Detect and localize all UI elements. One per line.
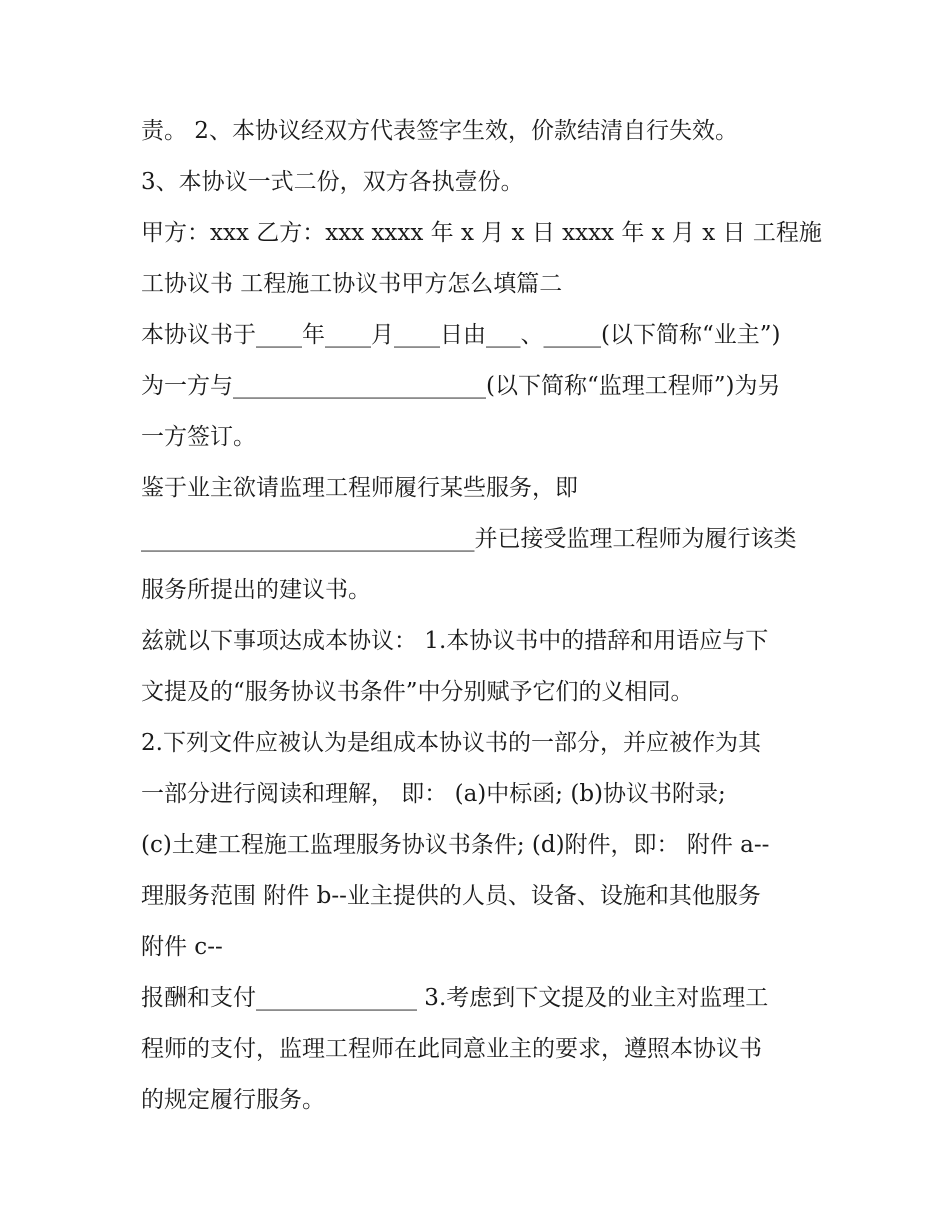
text-line: 文提及的“服务协议书条件”中分别赋予它们的义相同。 <box>141 679 694 705</box>
text-line: 服务所提出的建议书。 <box>141 577 371 603</box>
text-line: 2.下列文件应被认为是组成本协议书的一部分，并应被作为其 <box>141 730 761 756</box>
text-line: 一方签订。 <box>141 424 256 450</box>
text-line: 程师的支付，监理工程师在此同意业主的要求，遵照本协议书 <box>141 1036 762 1062</box>
body-text <box>141 106 821 1126</box>
text-line: 兹就以下事项达成本协议： 1.本协议书中的措辞和用语应与下 <box>141 628 769 654</box>
text-line: 工协议书 工程施工协议书甲方怎么填篇二 <box>141 271 563 297</box>
text-line: 报酬和支付______________ 3.考虑到下文提及的业主对监理工 <box>141 985 769 1011</box>
text-line: 本协议书于____年____月____日由___、_____(以下简称“业主”) <box>141 322 781 348</box>
text-line: (c)土建工程施工监理服务协议书条件; (d)附件，即： 附件 a-- <box>141 832 770 858</box>
text-line: 为一方与______________________(以下简称“监理工程师”)为另 <box>141 373 781 399</box>
text-line: 鉴于业主欲请监理工程师履行某些服务，即 <box>141 475 578 501</box>
text-line: 甲方：xxx 乙方：xxx xxxx 年 x 月 x 日 xxxx 年 x 月 x 日 工程施 <box>141 220 822 246</box>
text-line: 责。 2、本协议经双方代表签字生效，价款结清自行失效。 <box>141 118 738 144</box>
text-line: 的规定履行服务。 <box>141 1087 325 1113</box>
text-line: 理服务范围 附件 b--业主提供的人员、设备、设施和其他服务 <box>141 883 761 909</box>
text-line: 3、本协议一式二份，双方各执壹份。 <box>141 169 524 195</box>
text-line: 附件 c-- <box>141 934 223 960</box>
text-line: _____________________________并已接受监理工程师为履行该类 <box>141 526 797 552</box>
text-line: 一部分进行阅读和理解， 即： (a)中标函; (b)协议书附录; <box>141 781 726 807</box>
